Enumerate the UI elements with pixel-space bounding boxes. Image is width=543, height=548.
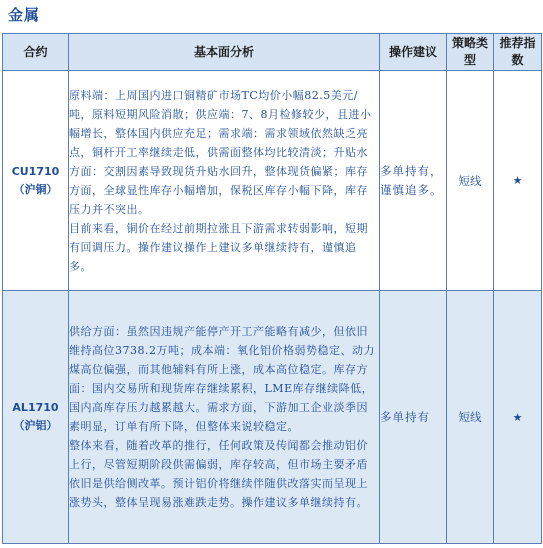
contract-name: （沪铝） (13, 419, 58, 432)
header-suggestion: 操作建议 (380, 34, 447, 71)
table-header-row (3, 34, 542, 71)
strategy-type-cell: 短线 (447, 291, 494, 544)
analysis-cell (69, 71, 380, 291)
rating-star-icon: ★ (494, 291, 542, 544)
table-row-al1710 (3, 291, 542, 544)
header-strategy-type: 策略类型 (447, 34, 494, 71)
section-title: 金属 (8, 6, 41, 24)
contract-code: AL1710 (12, 401, 59, 414)
analysis-paragraph: 供给方面：虽然因违规产能停产开工产能略有减少，但依旧维持高位3738.2万吨；成本端：氧化铝价格弱势稳定、动力煤高位偏强，而其他辅料有所上涨，成本高位稳定。库存方面：国内交易所和现货库存继续累积，LME库存继续降低，国内高库存压力越累越大。需求方面，下游加工企业淡季因素明显，订单有所下降，但整体来说较稳定。 (69, 325, 375, 433)
contract-cell (3, 291, 69, 544)
header-rating: 推荐指数 (494, 34, 542, 71)
analysis-paragraph: 原料端：上周国内进口铜精矿市场TC均价小幅82.5美元/吨，原料短期风险消散；供应端：7、8月检修较少，且进小幅增长，整体国内供应充足；需求端：需求领域依然缺乏亮点，铜杆开工率继续走低，供需面整体均比较清淡；升贴水方面：交割因素导致现货升贴水回升，整体现货偏紧；库存方面，全球显性库存小幅增加，保税区库存小幅下降，库存压力并不突出。 (69, 88, 372, 216)
analysis-paragraph: 整体来看，随着改革的推行，任何政策及传闻都会推动铝价上行，尽管短期阶段供需偏弱，库存较高，但市场主要矛盾依旧是供给侧改革。预计铝价将继续伴随供改落实而呈现上涨势头，整体呈现易涨难跌走势。操作建议多单继续持有。 (69, 439, 368, 509)
contract-code: CU1710 (11, 164, 60, 178)
table-row-cu1710 (3, 71, 542, 291)
commodity-analysis-table (2, 33, 542, 544)
strategy-type-cell: 短线 (447, 71, 494, 291)
rating-star-icon: ★ (494, 71, 542, 291)
header-analysis: 基本面分析 (69, 34, 380, 71)
suggestion-cell: 多单持有，谨慎追多。 (380, 71, 447, 291)
contract-cell (3, 71, 69, 291)
header-contract: 合约 (3, 34, 69, 71)
contract-name: （沪铜） (13, 182, 58, 196)
analysis-paragraph: 目前来看，铜价在经过前期拉涨且下游需求转弱影响，短期有回调压力。操作建议操作上建议多单继续持有，谨慎追多。 (69, 221, 368, 273)
analysis-cell (69, 291, 380, 544)
suggestion-cell: 多单持有 (380, 291, 447, 544)
